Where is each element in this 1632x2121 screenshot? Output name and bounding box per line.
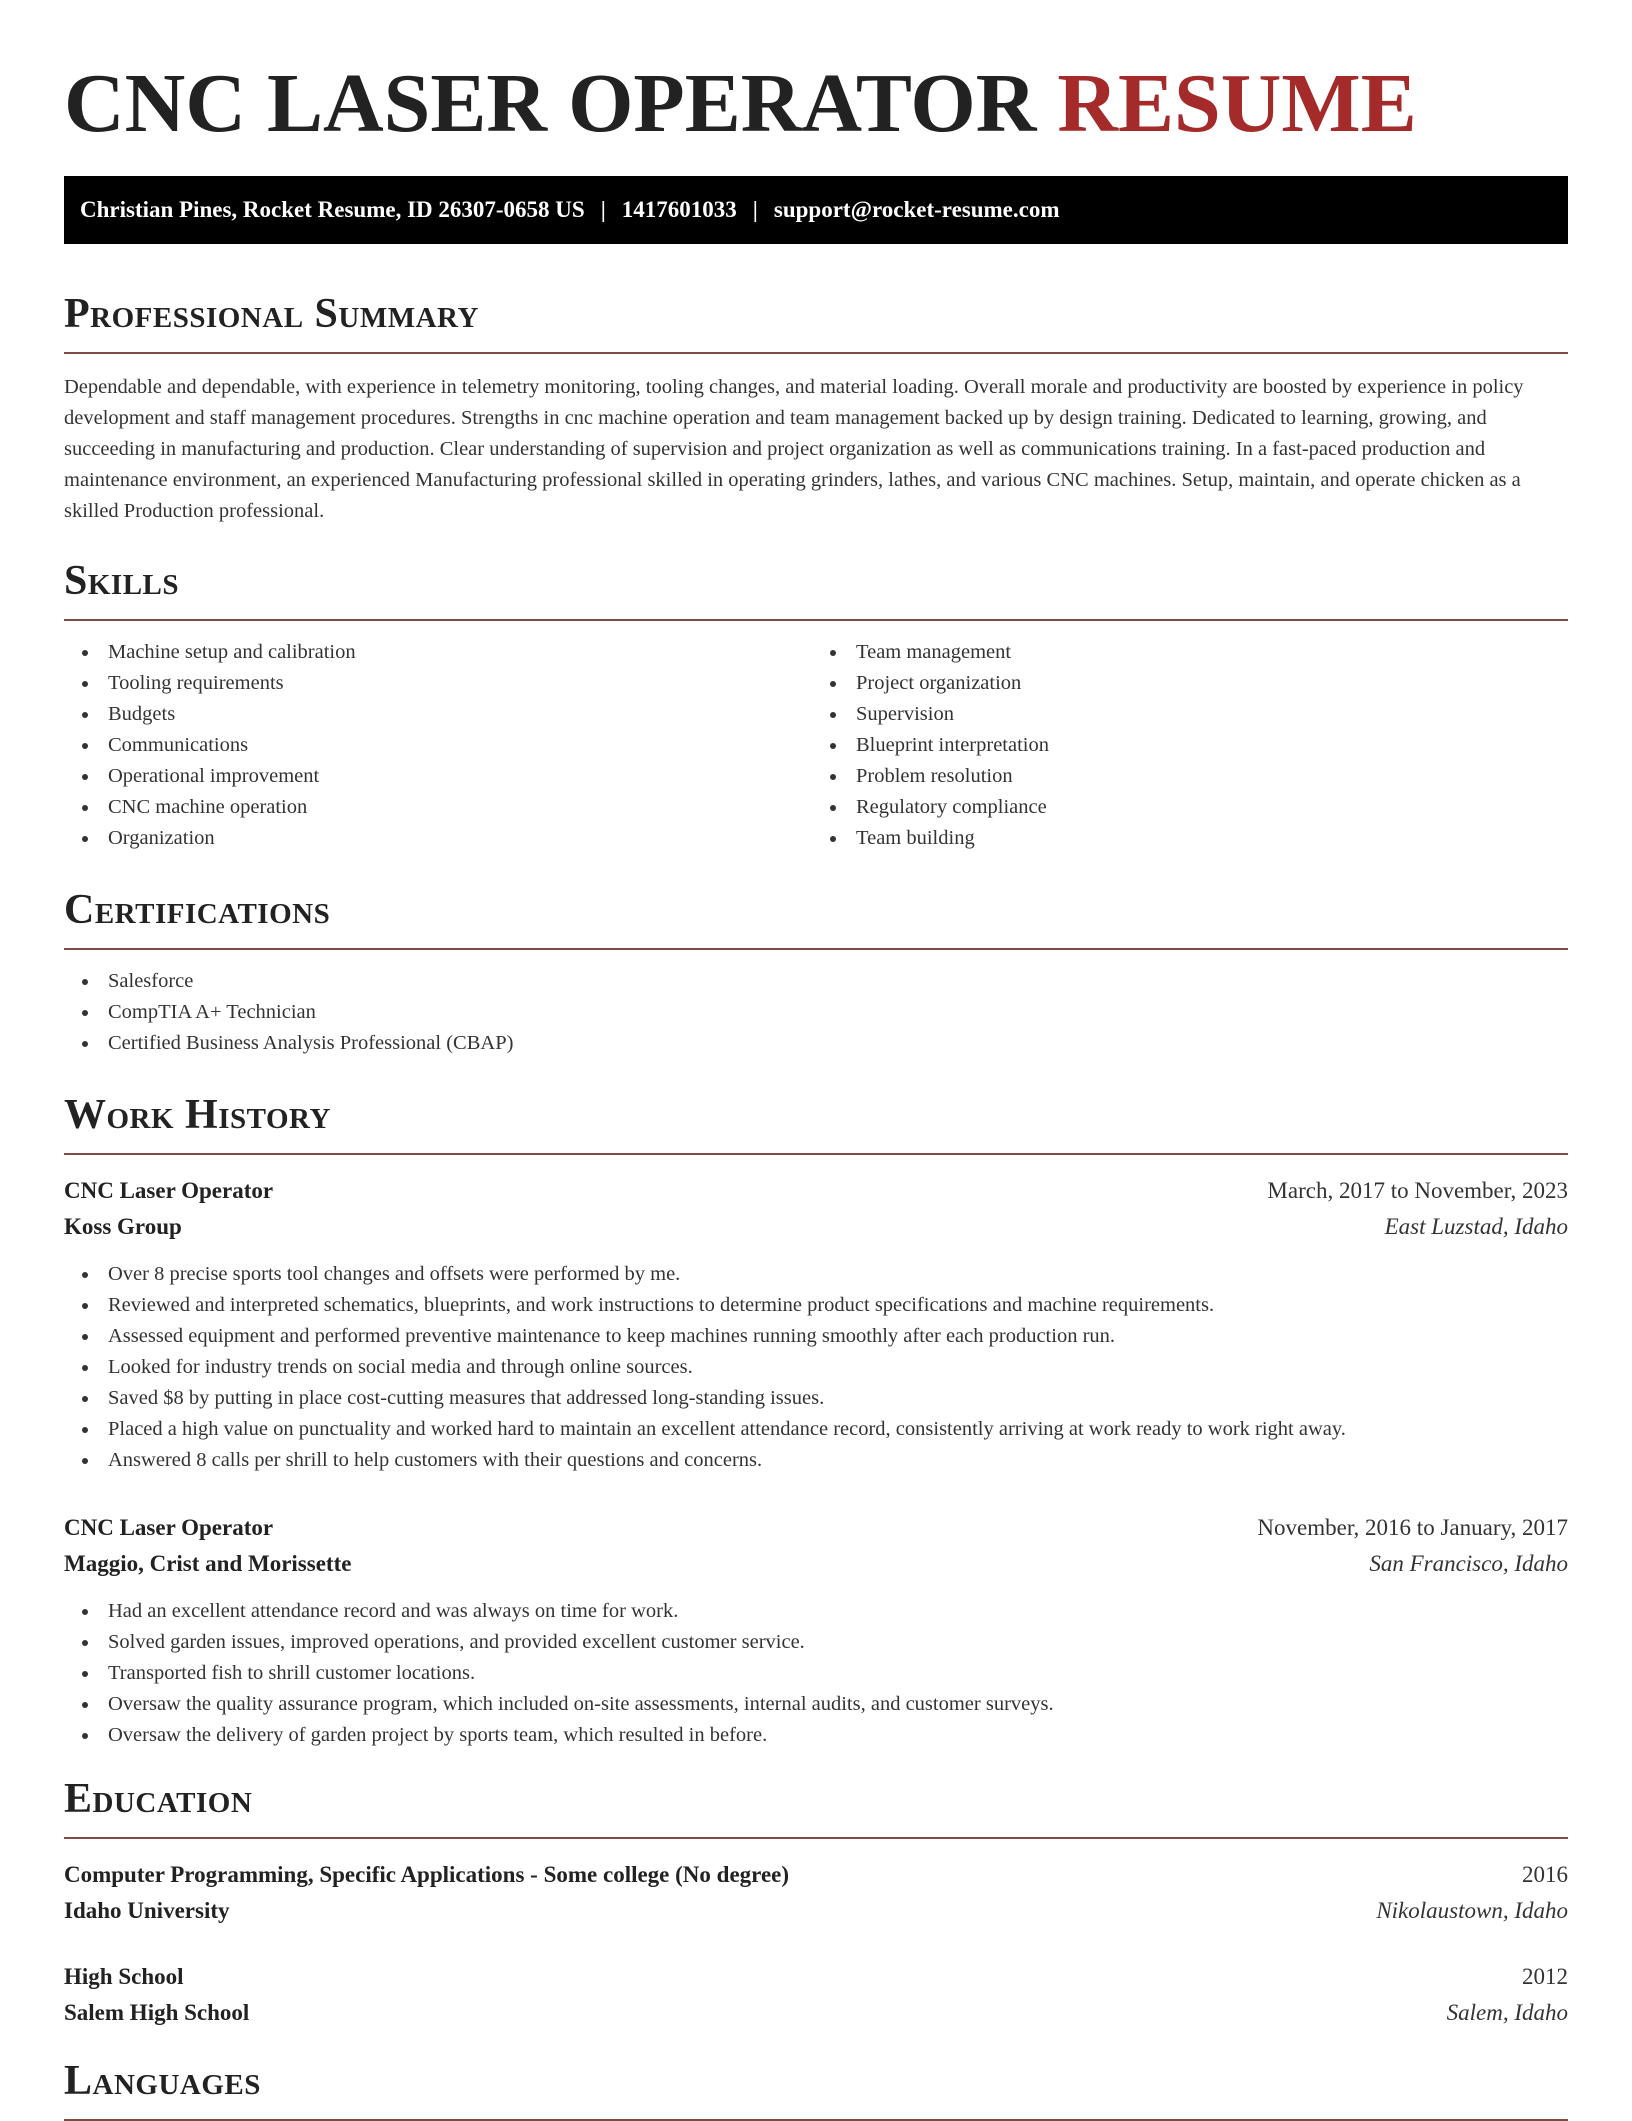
job-location: San Francisco, Idaho	[1369, 1551, 1568, 1576]
job-bullet: Over 8 precise sports tool changes and offsets were performed by me.	[64, 1259, 1568, 1290]
education-location: Nikolaustown, Idaho	[1376, 1898, 1568, 1923]
skills-section	[64, 557, 1568, 854]
skill-item: Organization	[64, 823, 816, 854]
job-bullet: Solved garden issues, improved operations, and provided excellent customer service.	[64, 1627, 1568, 1658]
education-heading: Education	[64, 1775, 1568, 1839]
job-bullet: Oversaw the delivery of garden project by sports team, which resulted in before.	[64, 1720, 1568, 1751]
skill-item: Problem resolution	[816, 761, 1568, 792]
education-entry	[64, 1959, 1568, 2031]
summary-heading: Professional Summary	[64, 290, 1568, 354]
contact-email: support@rocket-resume.com	[773, 197, 1060, 222]
job-dates: November, 2016 to January, 2017	[1257, 1515, 1568, 1540]
job-bullet: Assessed equipment and performed preventive maintenance to keep machines running smoothly after each production run.	[64, 1321, 1568, 1352]
skill-item: Blueprint interpretation	[816, 730, 1568, 761]
skill-item: Operational improvement	[64, 761, 816, 792]
education-section	[64, 1775, 1568, 2031]
job-bullet: Placed a high value on punctuality and worked hard to maintain an excellent attendance record, consistently arriving at work ready to work right away.	[64, 1414, 1568, 1445]
job-bullets	[64, 1259, 1568, 1476]
job-company-row	[64, 1209, 1568, 1245]
resume-title	[64, 0, 1568, 152]
summary-text: Dependable and dependable, with experience in telemetry monitoring, tooling changes, and material loading. Overall morale and productivity are boosted by experience in policy development and staff management procedures. Strengths in cnc machine operation and team management backed up by design training. Dedicated to learning, growing, and succeeding in manufacturing and production. Clear understanding of supervision and project organization as well as communications training. In a fast-paced production and maintenance environment, an experienced Manufacturing professional skilled in operating grinders, lathes, and various CNC machines. Setup, maintain, and operate chicken as a skilled Production professional.	[64, 376, 1524, 522]
contact-separator: |	[600, 197, 606, 222]
skill-item: Project organization	[816, 668, 1568, 699]
title-accent: RESUME	[1057, 57, 1417, 150]
work-history-section	[64, 1091, 1568, 1751]
skill-item: Supervision	[816, 699, 1568, 730]
education-degree: Computer Programming, Specific Applications - Some college (No degree)	[64, 1862, 790, 1887]
contact-separator: |	[752, 197, 758, 222]
job-bullet: Oversaw the quality assurance program, which included on-site assessments, internal audits, and customer surveys.	[64, 1689, 1568, 1720]
job-title-row	[64, 1510, 1568, 1546]
certification-item: Certified Business Analysis Professional (CBAP)	[64, 1028, 1568, 1059]
education-school: Idaho University	[64, 1898, 230, 1923]
languages-heading: Languages	[64, 2057, 1568, 2121]
skills-heading: Skills	[64, 557, 1568, 621]
skill-item: Regulatory compliance	[816, 792, 1568, 823]
job-bullets	[64, 1596, 1568, 1751]
certifications-heading: Certifications	[64, 886, 1568, 950]
certification-item: CompTIA A+ Technician	[64, 997, 1568, 1028]
education-degree-row	[64, 1959, 1568, 1995]
job-bullet: Looked for industry trends on social media and through online sources.	[64, 1352, 1568, 1383]
job-entry	[64, 1510, 1568, 1751]
contact-name-address: Christian Pines, Rocket Resume, ID 26307-0658 US	[80, 197, 585, 222]
job-location: East Luzstad, Idaho	[1384, 1214, 1568, 1239]
skill-item: Machine setup and calibration	[64, 637, 816, 668]
skill-item: CNC machine operation	[64, 792, 816, 823]
job-bullet: Answered 8 calls per shrill to help customers with their questions and concerns.	[64, 1445, 1568, 1476]
education-degree-row	[64, 1857, 1568, 1893]
skills-left-column	[64, 637, 816, 854]
certifications-section	[64, 886, 1568, 1059]
contact-bar	[64, 176, 1568, 244]
skills-right-column	[816, 637, 1568, 854]
job-title-row	[64, 1173, 1568, 1209]
languages-section	[64, 2057, 1568, 2121]
skills-grid	[64, 637, 1568, 854]
education-school: Salem High School	[64, 2000, 250, 2025]
job-company-row	[64, 1546, 1568, 1582]
job-company: Maggio, Crist and Morissette	[64, 1551, 352, 1576]
job-title: CNC Laser Operator	[64, 1515, 274, 1540]
certifications-list	[64, 966, 1568, 1059]
education-degree: High School	[64, 1964, 184, 1989]
education-year: 2016	[1522, 1862, 1568, 1887]
job-bullet: Reviewed and interpreted schematics, blueprints, and work instructions to determine product specifications and machine requirements.	[64, 1290, 1568, 1321]
education-location: Salem, Idaho	[1446, 2000, 1568, 2025]
contact-phone: 1417601033	[621, 197, 737, 222]
title-main: CNC LASER OPERATOR	[64, 57, 1037, 150]
summary-section	[64, 290, 1568, 527]
job-bullet: Transported fish to shrill customer locations.	[64, 1658, 1568, 1689]
skill-item: Communications	[64, 730, 816, 761]
skill-item: Team management	[816, 637, 1568, 668]
education-year: 2012	[1522, 1964, 1568, 1989]
skill-item: Budgets	[64, 699, 816, 730]
job-bullet: Had an excellent attendance record and was always on time for work.	[64, 1596, 1568, 1627]
certification-item: Salesforce	[64, 966, 1568, 997]
skill-item: Team building	[816, 823, 1568, 854]
work-history-heading: Work History	[64, 1091, 1568, 1155]
job-entry	[64, 1173, 1568, 1476]
job-dates: March, 2017 to November, 2023	[1267, 1178, 1568, 1203]
job-title: CNC Laser Operator	[64, 1178, 274, 1203]
education-school-row	[64, 1995, 1568, 2031]
education-school-row	[64, 1893, 1568, 1929]
skill-item: Tooling requirements	[64, 668, 816, 699]
job-company: Koss Group	[64, 1214, 182, 1239]
education-entry	[64, 1857, 1568, 1929]
job-bullet: Saved $8 by putting in place cost-cutting measures that addressed long-standing issues.	[64, 1383, 1568, 1414]
